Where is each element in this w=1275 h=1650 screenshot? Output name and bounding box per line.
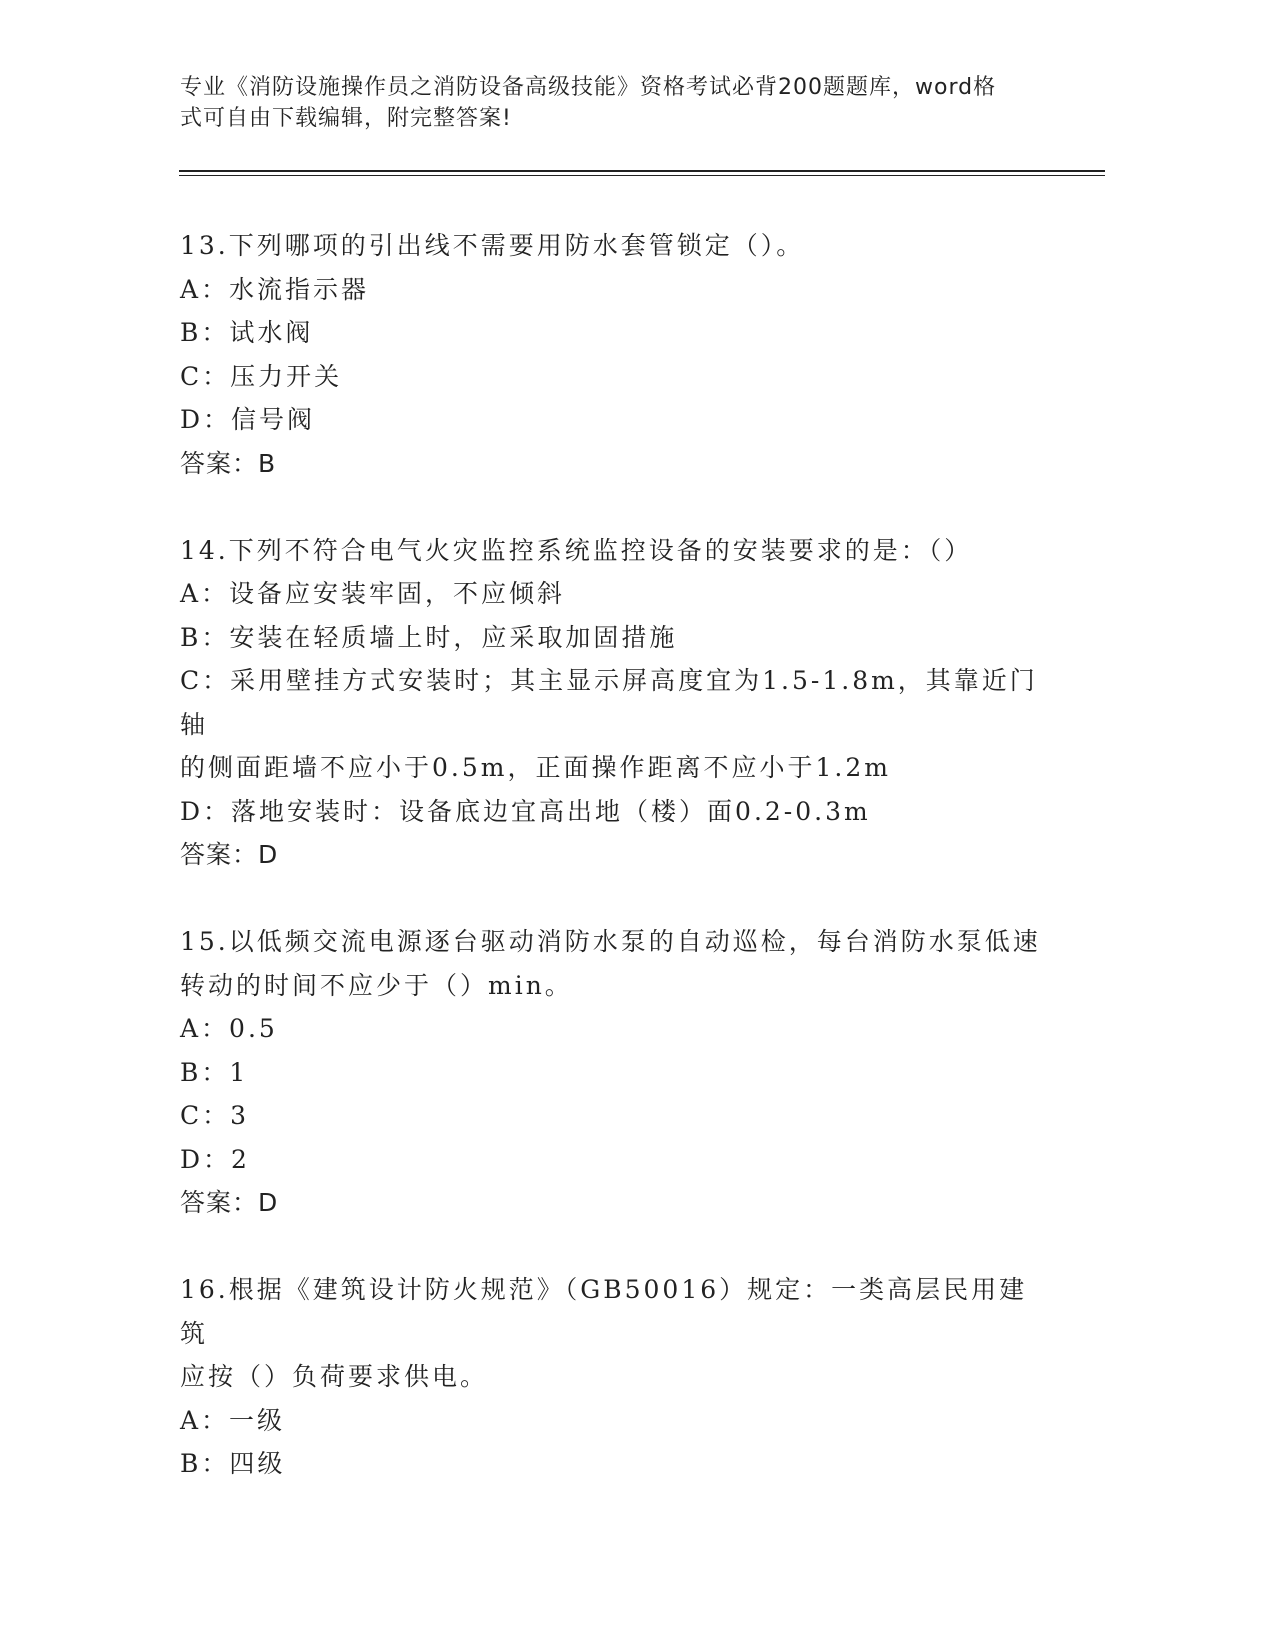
question-15 xyxy=(180,920,1050,1225)
option-b: B：1 xyxy=(180,1057,249,1087)
option-b: B：安装在轻质墙上时，应采取加固措施 xyxy=(180,622,678,652)
answer: 答案：D xyxy=(180,840,279,869)
header-line-2: 式可自由下载编辑，附完整答案! xyxy=(180,106,512,131)
answer: 答案：D xyxy=(180,1188,279,1217)
header-divider-thick xyxy=(179,170,1105,172)
question-stem: 13.下列哪项的引出线不需要用防水套管锁定（）。 xyxy=(180,231,805,260)
option-c: C：采用壁挂方式安装时；其主显示屏高度宜为1.5-1.8m，其靠近门轴 xyxy=(180,666,1038,739)
option-a: A：水流指示器 xyxy=(180,274,370,304)
question-stem-continued: 应按（）负荷要求供电。 xyxy=(180,1362,489,1391)
option-a: A：0.5 xyxy=(180,1014,278,1043)
option-d: D：信号阀 xyxy=(180,405,316,434)
answer: 答案：B xyxy=(180,448,277,478)
question-stem: 16.根据《建筑设计防火规范》（GB50016）规定：一类高层民用建筑 xyxy=(180,1275,1028,1348)
option-a: A：一级 xyxy=(180,1405,286,1435)
question-14 xyxy=(180,529,1050,877)
option-c: C：3 xyxy=(180,1101,250,1130)
question-stem: 15.以低频交流电源逐台驱动消防水泵的自动巡检，每台消防水泵低速 xyxy=(180,927,1041,956)
question-stem-continued: 转动的时间不应少于（）min。 xyxy=(180,970,573,1000)
document-header xyxy=(180,72,1040,134)
option-c: C：压力开关 xyxy=(180,361,343,391)
question-13 xyxy=(180,224,1050,485)
option-d: D：落地安装时：设备底边宜高出地（楼）面0.2-0.3m xyxy=(180,796,871,826)
question-stem: 14.下列不符合电气火灾监控系统监控设备的安装要求的是：（） xyxy=(180,535,973,565)
option-c-continued: 的侧面距墙不应小于0.5m，正面操作距离不应小于1.2m xyxy=(180,753,891,782)
question-16 xyxy=(180,1268,1050,1486)
option-d: D：2 xyxy=(180,1144,250,1174)
option-b: B：试水阀 xyxy=(180,318,314,347)
option-b: B：四级 xyxy=(180,1449,286,1478)
header-divider-thin xyxy=(179,175,1105,176)
option-a: A：设备应安装牢固，不应倾斜 xyxy=(180,579,566,608)
header-line-1: 专业《消防设施操作员之消防设备高级技能》资格考试必背200题题库，word格 xyxy=(180,75,997,100)
question-list xyxy=(180,224,1050,1529)
